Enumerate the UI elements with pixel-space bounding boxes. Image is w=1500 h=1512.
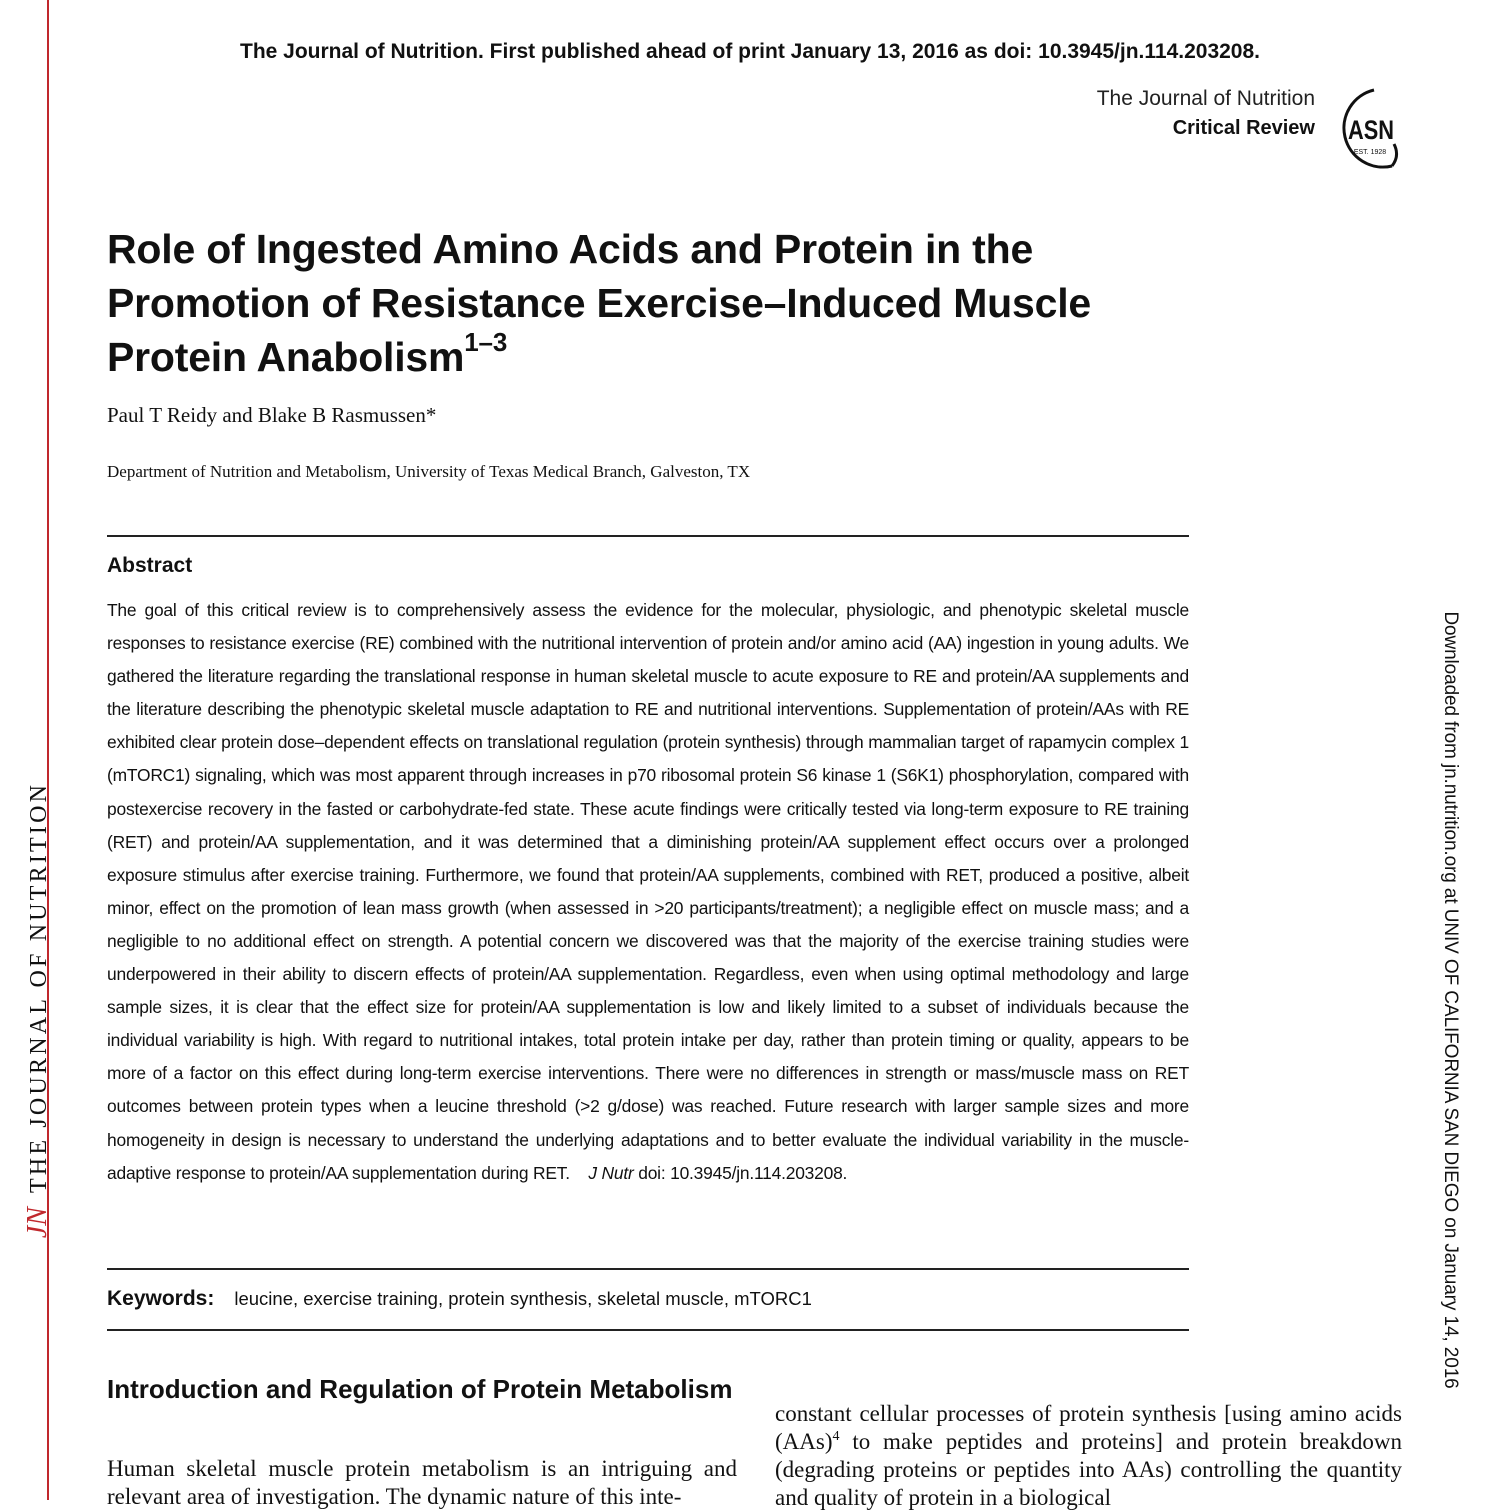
asn-logo-text: ASN (1348, 115, 1394, 145)
body-right-text-1: constant cellular processes of protein synthesis [using amino acids (AAs) (775, 1401, 1402, 1454)
title-footnote-ref: 1–3 (464, 327, 508, 357)
asn-logo (1334, 86, 1406, 172)
keywords (107, 1287, 812, 1311)
body-column-right (775, 1400, 1402, 1512)
author-list: Paul T Reidy and Blake B Rasmussen* (107, 403, 437, 427)
journal-vertical-title: THE JOURNAL OF NUTRITION (26, 781, 52, 1194)
rule-top-abstract (107, 535, 1189, 537)
jn-mark: JN (22, 1207, 53, 1239)
journal-name: The Journal of Nutrition (1096, 87, 1315, 110)
body-right-text-2: to make peptides and proteins] and protein breakdown (degrading proteins or peptides into AAs) controlling the quantity and quality of protein in a biological (775, 1429, 1402, 1510)
title-text: Role of Ingested Amino Acids and Protein in the Promotion of Resistance Exercise–Induced Muscle Protein Anabolism (107, 226, 1092, 380)
abstract-text: The goal of this critical review is to comprehensively assess the evidence for the molecular, physiologic, and phenotypic skeletal muscle responses to resistance exercise (RE) combined with the nutritional intervention of protein and/or amino acid (AA) ingestion in young adults. We gathered the literature regarding the translational response in human skeletal muscle to acute exposure to RE and protein/AA supplements and the literature describing the phenotypic skeletal muscle adaptation to RE and nutritional interventions. Supplementation of protein/AAs with RE exhibited clear protein dose–dependent effects on translational regulation (protein synthesis) through mammalian target of rapamycin complex 1 (mTORC1) signaling, which was most apparent through increases in p70 ribosomal protein S6 kinase 1 (S6K1) phosphorylation, compared with postexercise recovery in the fasted or carbohydrate-fed state. These acute findings were critically tested via long-term exposure to RE training (RET) and protein/AA supplementation, and it was determined that a diminishing protein/AA supplement effect occurs over a prolonged exposure stimulus after exercise training. Furthermore, we found that protein/AA supplements, combined with RET, produced a positive, albeit minor, effect on the promotion of lean mass growth (when assessed in >20 participants/treatment); a negligible effect on muscle mass; and a negligible to no additional effect on strength. A potential concern we discovered was that the majority of the exercise training studies were underpowered in their ability to discern effects of protein/AA supplementation. Regardless, even when using optimal methodology and large sample sizes, it is clear that the effect size for protein/AA supplementation is low and likely limited to a subset of individuals because the individual variability is high. With regard to nutritional intakes, total protein intake per day, rather than protein timing or quality, appears to be more of a factor on this effect during long-term exercise interventions. There were no differences in strength or mass/muscle mass on RET outcomes between protein types when a leucine threshold (>2 g/dose) was reached. Future research with larger sample sizes and more homogeneity in design is necessary to understand the underlying adaptations and to better evaluate the individual variability in the muscle-adaptive response to protein/AA supplementation during RET. (107, 600, 1189, 1183)
download-watermark (1430, 575, 1470, 1425)
rule-above-keywords (107, 1268, 1189, 1270)
article-title (107, 222, 1217, 384)
publication-banner: The Journal of Nutrition. First published ahead of print January 13, 2016 as doi: 10.3945/jn.114.203208. (240, 40, 1260, 63)
footnote-ref-4: 4 (832, 1429, 840, 1444)
citation-journal: J Nutr (588, 1162, 634, 1183)
keywords-label: Keywords: (107, 1287, 215, 1310)
asn-logo-est: EST. 1928 (1353, 149, 1387, 156)
abstract-body (107, 594, 1189, 1190)
download-note: Downloaded from jn.nutrition.org at UNIV OF CALIFORNIA SAN DIEGO on January 14, 2016 (1440, 611, 1461, 1389)
rule-below-keywords (107, 1329, 1189, 1331)
journal-side-banner (18, 745, 58, 1275)
body-column-left: Human skeletal muscle protein metabolism is an intriguing and relevant area of investigation. The dynamic nature of this inte- (107, 1456, 737, 1509)
abstract-heading: Abstract (107, 554, 193, 577)
section-heading-intro: Introduction and Regulation of Protein Metabolism (107, 1374, 733, 1404)
affiliation: Department of Nutrition and Metabolism, University of Texas Medical Branch, Galveston, TX (107, 462, 751, 481)
section-type: Critical Review (1172, 117, 1315, 139)
keywords-value: leucine, exercise training, protein synthesis, skeletal muscle, mTORC1 (234, 1288, 812, 1309)
citation-doi: doi: 10.3945/jn.114.203208. (638, 1162, 848, 1183)
